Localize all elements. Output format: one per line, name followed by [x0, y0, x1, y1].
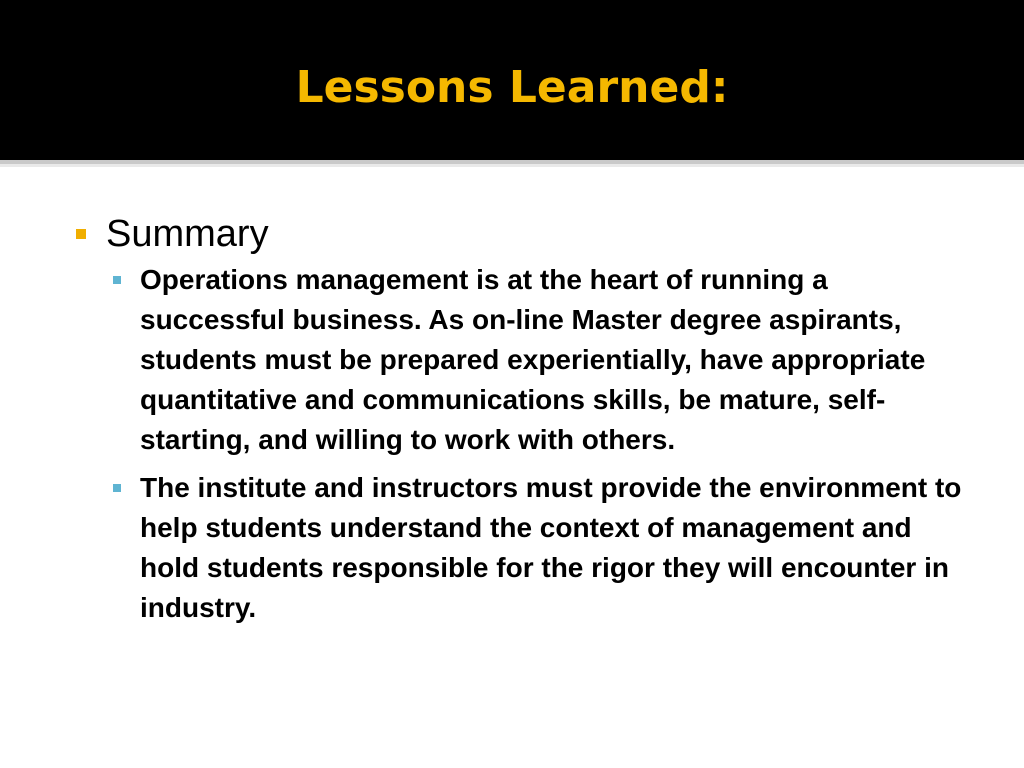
sub-bullet-institute-instructors — [140, 468, 970, 628]
sub-bullet-text: The institute and instructors must provide the environment to help students understand the context of management and hold students responsible for the rigor they will encounter in industry. — [140, 472, 962, 623]
sub-bullet-text: Operations management is at the heart of running a successful business. As on-line Master degree aspirants, students must be prepared experientially, have appropriate quantitative and communications skills, be mature, self-starting, and willing to work with others. — [140, 264, 926, 455]
slide-title: Lessons Learned: — [295, 62, 729, 113]
square-bullet-icon — [76, 229, 86, 239]
sub-bullet-operations-management — [140, 260, 970, 460]
slide-body — [70, 208, 970, 628]
bullet-summary — [70, 208, 970, 260]
title-divider-highlight — [0, 164, 1024, 167]
bullet-summary-label: Summary — [106, 213, 269, 255]
title-bar — [0, 0, 1024, 160]
square-bullet-icon — [113, 484, 121, 492]
square-bullet-icon — [113, 276, 121, 284]
